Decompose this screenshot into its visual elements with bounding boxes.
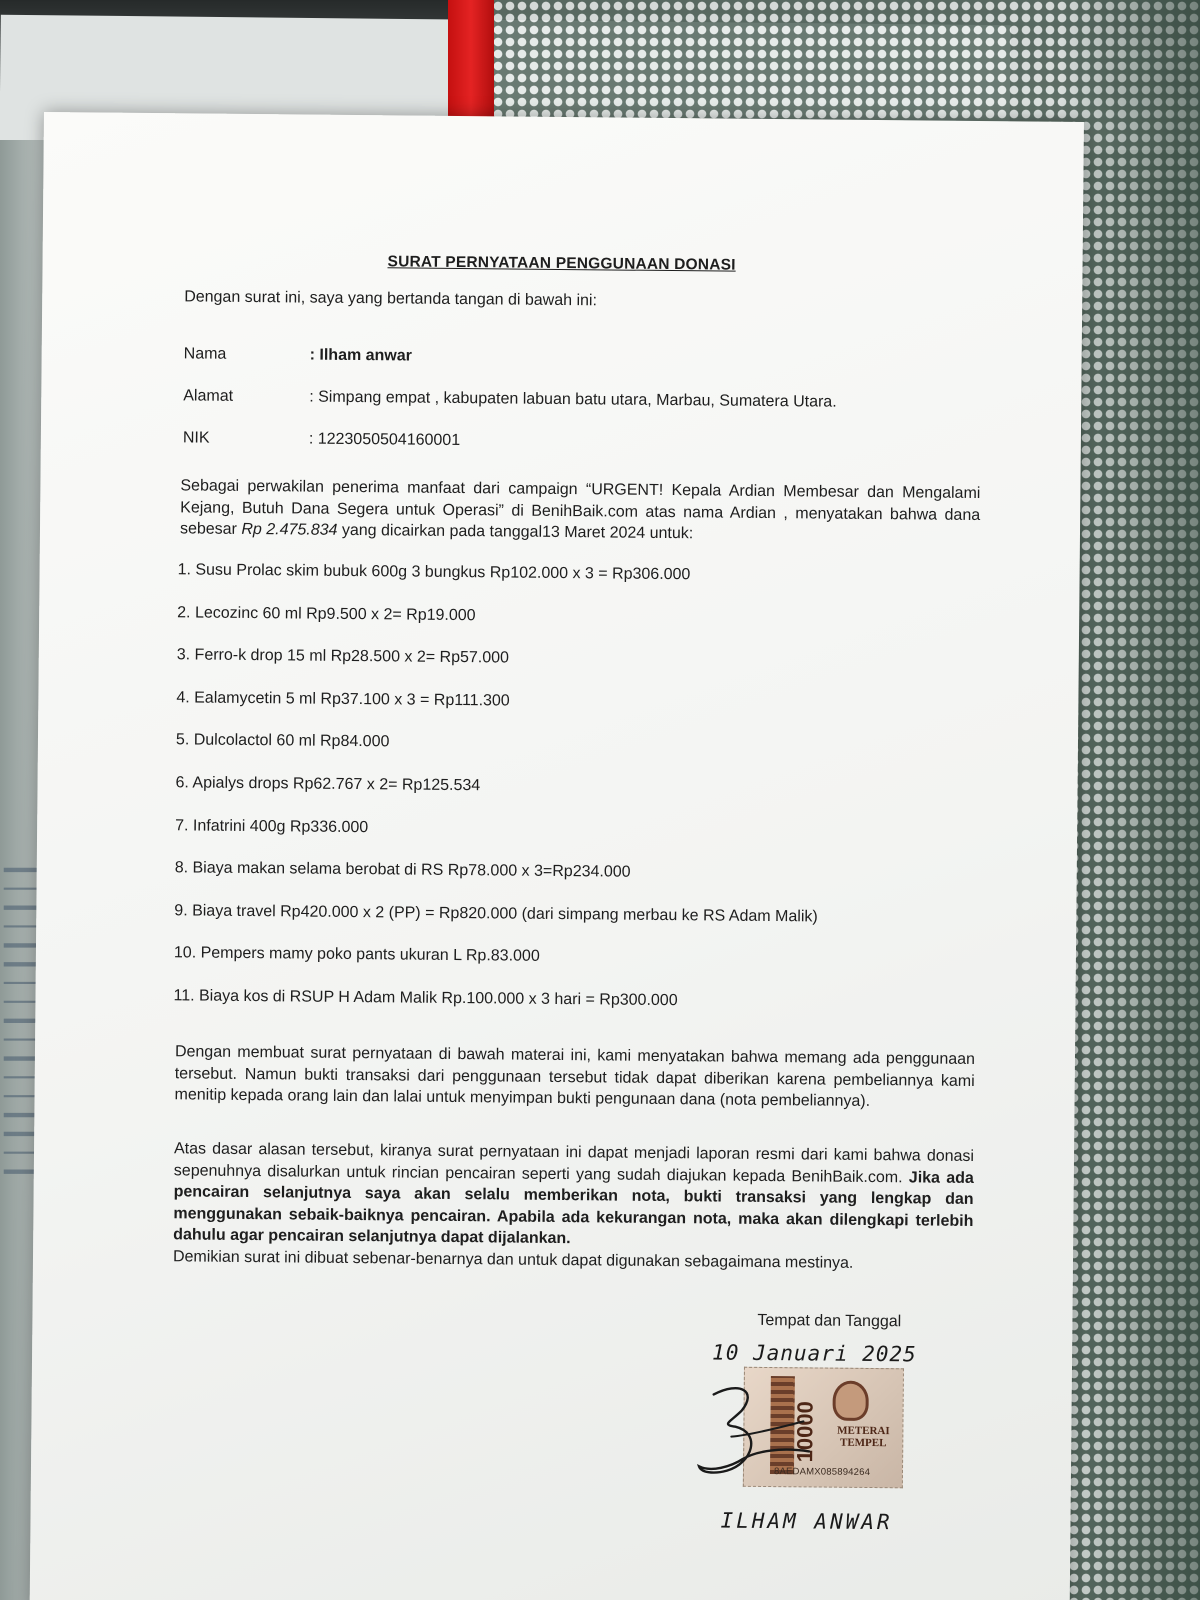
place-date-label: Tempat dan Tanggal	[757, 1311, 902, 1331]
expense-list	[173, 561, 977, 1037]
statement-paragraph	[180, 475, 981, 547]
list-item: 10. Pempers mamy poko pants ukuran L Rp.83.000	[173, 944, 540, 966]
document-title: SURAT PERNYATAAN PENGGUNAAN DONASI	[387, 253, 736, 274]
list-item: 7. Infatrini 400g Rp336.000	[175, 816, 369, 836]
identity-value: : 1223050504160001	[308, 430, 461, 450]
closing-text-bold: Jika ada pencairan selanjutnya saya akan selalu memberikan nota, bukti transaksi yang lengkap dan menggunakan sebaik-baiknya pencairan. Apabila ada kekurangan nota, maka akan dilengkapi terlebih dahulu agar pencairan selanjutnya dapat dijalankan.	[173, 1168, 974, 1248]
declaration-paragraph: Dengan membuat surat pernyataan di bawah materai ini, kami menyatakan bahwa memang ada penggunaan tersebut. Namun bukti transaksi dari penggunaan tersebut tidak dapat diberikan karena pembeliannya kami menitip kepada orang lain dan lalai untuk menyimpan bukti pengunaan dana (nota pembeliannya).	[174, 1043, 976, 1110]
stamp-value: 10000	[792, 1401, 818, 1463]
stamp-code: 8AEDAMX085894264	[773, 1466, 871, 1478]
list-item: 8. Biaya makan selama berobat di RS Rp78.000 x 3=Rp234.000	[174, 859, 631, 881]
identity-row-nik	[183, 429, 943, 478]
document-paper	[30, 112, 1084, 1600]
identity-block	[183, 345, 944, 478]
stamp-label: METERAI TEMPEL	[837, 1424, 890, 1450]
list-item: 1. Susu Prolac skim bubuk 600g 3 bungkus Rp102.000 x 3 = Rp306.000	[177, 561, 691, 584]
closing-paragraph	[173, 1138, 974, 1275]
list-item: 11. Biaya kos di RSUP H Adam Malik Rp.100.000 x 3 hari = Rp300.000	[173, 987, 678, 1010]
garuda-emblem-icon	[832, 1381, 868, 1421]
closing-text: Atas dasar alasan tersebut, kiranya surat pernyataan ini dapat menjadi laporan resmi dari kami bahwa donasi sepenuhnya disalurkan untuk rincian pencairan seperti yang sudah diajukan kepada BenihBaik.com.	[173, 1140, 975, 1186]
identity-label: NIK	[182, 429, 210, 447]
identity-value: : Ilham anwar	[309, 346, 413, 365]
background-print-pattern: ┃│┃┃││┃│┃││┃┃│┃│┃	[4, 859, 37, 1180]
closing-statement: Demikian surat ini dibuat sebenar-benarnya dan untuk dapat digunakan sebagaimana mestinya.	[172, 1247, 854, 1272]
handwritten-name: ILHAM ANWAR	[720, 1508, 893, 1535]
list-item: 9. Biaya travel Rp420.000 x 2 (PP) = Rp820.000 (dari simpang merbau ke RS Adam Malik)	[174, 902, 818, 926]
statement-text-end: yang dicairkan pada tanggal13 Maret 2024 untuk:	[337, 521, 694, 543]
list-item: 3. Ferro-k drop 15 ml Rp28.500 x 2= Rp57.000	[176, 646, 510, 667]
identity-value: : Simpang empat , kabupaten labuan batu utara, Marbau, Sumatera Utara.	[309, 388, 837, 411]
intro-text: Dengan surat ini, saya yang bertanda tangan di bawah ini:	[184, 288, 598, 310]
identity-label: Alamat	[183, 387, 234, 405]
list-item: 5. Dulcolactol 60 ml Rp84.000	[175, 731, 390, 751]
identity-row-address	[183, 387, 943, 436]
list-item: 6. Apialys drops Rp62.767 x 2= Rp125.534	[175, 774, 481, 795]
identity-row-name	[183, 345, 943, 394]
handwritten-date: 10 Januari 2025	[712, 1340, 917, 1367]
signature	[691, 1376, 822, 1495]
list-item: 2. Lecozinc 60 ml Rp9.500 x 2= Rp19.000	[177, 603, 476, 624]
list-item: 4. Ealamycetin 5 ml Rp37.100 x 3 = Rp111.300	[176, 689, 510, 710]
identity-label: Nama	[183, 345, 227, 363]
statement-text: Sebagai perwakilan penerima manfaat dari campaign “URGENT! Kepala Ardian Membesar dan Mengalami Kejang, Butuh Dana Segera untuk Operasi” di BenihBaik.com atas nama Ardian , menyatakan bahwa dana sebesar	[179, 477, 981, 538]
statement-amount: Rp 2.475.834	[241, 520, 338, 539]
